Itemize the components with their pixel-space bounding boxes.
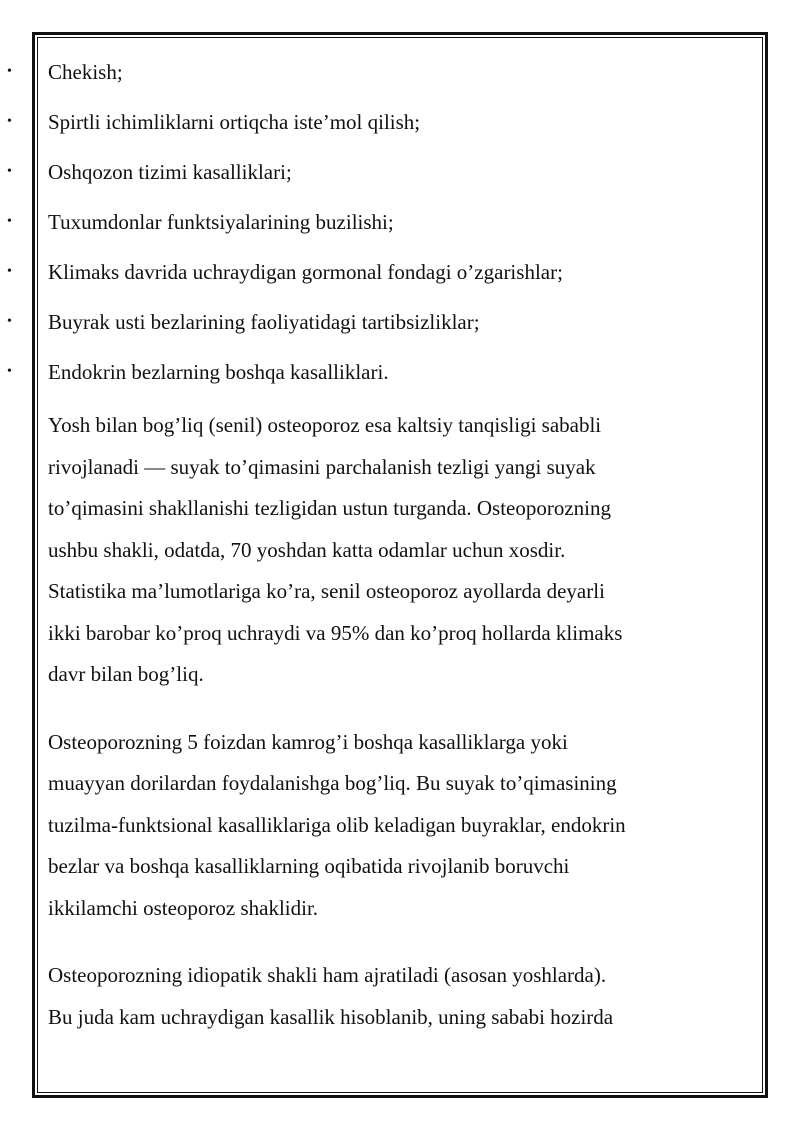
bullet-icon: • <box>7 114 12 129</box>
paragraph-secondary-osteoporosis <box>48 722 728 930</box>
list-item <box>7 255 728 305</box>
text-line: davr bilan bog’liq. <box>48 662 204 686</box>
list-item-text: Endokrin bezlarning boshqa kasalliklari. <box>48 360 389 384</box>
list-item <box>7 205 728 255</box>
list-item <box>7 155 728 205</box>
list-item-text: Buyrak usti bezlarining faoliyatidagi tartibsizliklar; <box>48 310 480 334</box>
list-item-text: Klimaks davrida uchraydigan gormonal fondagi o’zgarishlar; <box>48 260 563 284</box>
text-line: tuzilma-funktsional kasalliklariga olib keladigan buyraklar, endokrin <box>48 812 626 837</box>
bullet-icon: • <box>7 64 12 79</box>
list-item <box>7 55 728 105</box>
text-line: ikkilamchi osteoporoz shaklidir. <box>48 895 319 920</box>
text-line: rivojlanadi — suyak to’qimasini parchalanish tezligi yangi suyak <box>48 454 596 479</box>
bullet-icon: • <box>7 164 12 179</box>
paragraph-idiopathic-osteoporosis <box>48 955 728 1038</box>
bullet-icon: • <box>7 264 12 279</box>
text-line: to’qimasini shakllanishi tezligidan ustun turganda. Osteoporozning <box>48 496 612 520</box>
text-line: muayyan dorilardan foydalanishga bog’liq. Bu suyak to’qimasining <box>48 771 617 795</box>
text-line: ikki barobar ko’proq uchraydi va 95% dan ko’proq hollarda klimaks <box>48 620 623 645</box>
document-body <box>7 55 728 1038</box>
list-item <box>7 305 728 355</box>
risk-factor-list <box>7 55 728 405</box>
text-line: Statistika ma’lumotlariga ko’ra, senil osteoporoz ayollarda deyarli <box>48 579 605 603</box>
bullet-icon: • <box>7 314 12 329</box>
text-line: Yosh bilan bog’liq (senil) osteoporoz esa kaltsiy tanqisligi sababli <box>48 413 602 437</box>
list-item <box>7 355 728 405</box>
text-line: Bu juda kam uchraydigan kasallik hisoblanib, uning sababi hozirda <box>48 1004 614 1029</box>
list-item-text: Tuxumdonlar funktsiyalarining buzilishi; <box>48 210 394 234</box>
text-line: bezlar va boshqa kasalliklarning oqibatida rivojlanib boruvchi <box>48 854 570 878</box>
text-line: ushbu shakli, odatda, 70 yoshdan katta odamlar uchun xosdir. <box>48 537 566 562</box>
list-item-text: Oshqozon tizimi kasalliklari; <box>48 160 292 184</box>
bullet-icon: • <box>7 364 12 379</box>
bullet-icon: • <box>7 214 12 229</box>
text-line: Osteoporozning 5 foizdan kamrog’i boshqa kasalliklarga yoki <box>48 729 568 754</box>
paragraph-senile-osteoporosis <box>48 405 728 696</box>
list-item-text: Spirtli ichimliklarni ortiqcha iste’mol qilish; <box>48 110 421 134</box>
list-item <box>7 105 728 155</box>
text-line: Osteoporozning idiopatik shakli ham ajratiladi (asosan yoshlarda). <box>48 963 607 987</box>
list-item-text: Chekish; <box>48 60 123 84</box>
